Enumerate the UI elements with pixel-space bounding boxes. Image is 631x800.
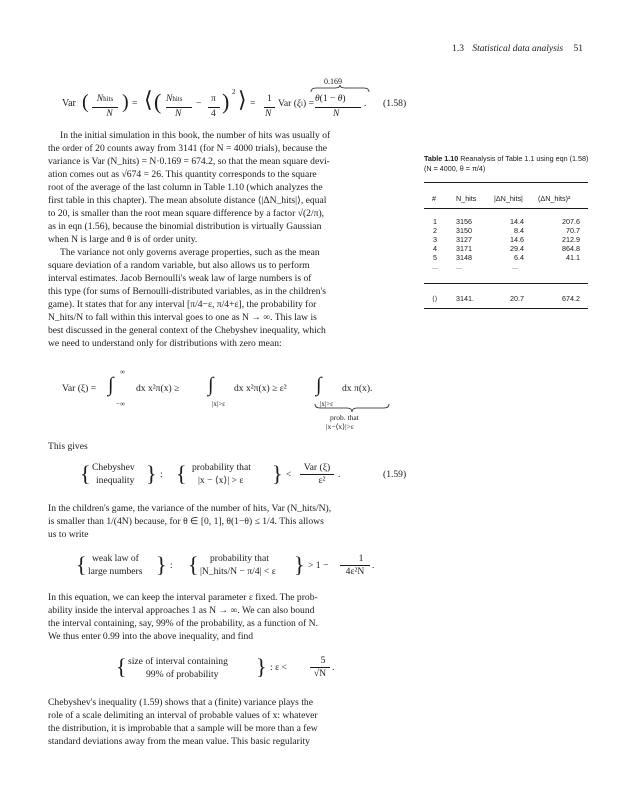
- prob-line-1: probability that: [210, 553, 269, 564]
- table-cell: 6.4: [514, 253, 524, 262]
- text-line: best discussed in the general context of the Chebyshev inequality, which: [48, 325, 326, 336]
- rhs-num: Var (ξ): [303, 462, 331, 473]
- overbrace: [310, 85, 370, 93]
- cheb-line-1: Chebyshev: [92, 462, 135, 473]
- table-cell: 14.6: [510, 235, 524, 244]
- brace-close: }: [294, 552, 305, 577]
- text-line: as in eqn (1.56), because the binomial distribution is virtually Gaussian: [48, 221, 322, 232]
- rhs-num: 5: [320, 655, 326, 666]
- section-title: Statistical data analysis: [472, 44, 564, 54]
- underbrace-label-2: |x−⟨x⟩|>ε: [326, 422, 354, 431]
- prob-line-1: probability that: [192, 462, 251, 473]
- text-line: In the children's game, the variance of the number of hits, Var (N_hits/N),: [48, 503, 332, 514]
- table-cell: 207.6: [562, 217, 580, 226]
- interval-line-1: size of interval containing: [128, 656, 228, 667]
- table-bottom-rule: [424, 308, 588, 309]
- region-limit: |x|>ε: [212, 400, 226, 408]
- text-line: the distribution, it is improbable that a sample will be more than a few: [48, 723, 318, 734]
- region-limit: |x|>ε: [320, 400, 334, 408]
- eq-part1: dx x²π(x) ≥: [136, 383, 180, 394]
- table-cell: 5: [433, 253, 437, 262]
- eq-square: 2: [232, 88, 236, 96]
- lower-limit: −∞: [116, 400, 125, 408]
- brace-open: {: [80, 461, 91, 486]
- rhs-fraction: [310, 655, 330, 680]
- table-header-cell: #: [432, 194, 436, 203]
- eq-paren-open-2: (: [154, 89, 162, 114]
- text-line: square deviation of a random variable, but also allows us to perform: [48, 260, 310, 271]
- interval-line-2: 99% of probability: [146, 669, 219, 680]
- table-cell: ...: [432, 262, 438, 271]
- table-cell: 3141.: [456, 294, 474, 303]
- eq-number-1-59: (1.59): [383, 469, 407, 480]
- eq-period: .: [372, 560, 375, 571]
- upper-limit: ∞: [120, 368, 125, 376]
- table-cell: 3127: [456, 235, 472, 244]
- table-cell: 864.8: [562, 244, 580, 253]
- eq-frac-nhits: Nhits N: [92, 93, 118, 120]
- brace-close: }: [272, 461, 283, 486]
- rhs-den: √N: [313, 667, 327, 679]
- eq-paren-close-2: ): [222, 89, 230, 114]
- text-line: first table in this chapter). The mean absolute distance ⟨|ΔN_hits|⟩, equal: [48, 195, 327, 206]
- table-cell: ...: [512, 262, 518, 271]
- this-gives: This gives: [48, 441, 88, 452]
- text-line: standard deviations away from the mean value. This basic regularity: [48, 736, 310, 747]
- integral-sign: ∫: [316, 374, 322, 396]
- brace-close: }: [156, 552, 167, 577]
- table-cell: 3148: [456, 253, 472, 262]
- eq-var-label: Var: [62, 98, 76, 109]
- text-line: In the initial simulation in this book, the number of hits was usually of: [60, 130, 331, 141]
- table-cell: 2: [433, 226, 437, 235]
- table-cell: 20.7: [510, 294, 524, 303]
- eq-var-xi: Var (ξi) =: [278, 98, 314, 109]
- eq-paren-close: ): [122, 91, 129, 113]
- table-cell: 70.7: [566, 226, 580, 235]
- underbrace: [314, 404, 390, 412]
- cheb-line-2: inequality: [96, 475, 135, 486]
- less-than: <: [286, 469, 292, 480]
- text-line: the order of 20 counts away from 3141 (for N = 4000 trials), because the: [48, 143, 328, 154]
- table-cell: 1: [433, 217, 437, 226]
- table-cell: 14.4: [510, 217, 524, 226]
- rhs-den: 4ε²N: [345, 565, 365, 577]
- eq-paren-open: (: [82, 91, 89, 113]
- table-top-rule: [424, 182, 588, 183]
- table-cell: 29.4: [510, 244, 524, 253]
- table-mid-rule: [424, 283, 588, 284]
- eq-frac-pi4: π 4: [208, 93, 220, 120]
- text-line: The variance not only governs average properties, such as the mean: [60, 247, 320, 258]
- eq-frac-theta: θ(1 − θ) N: [315, 93, 361, 120]
- table-header-cell: |ΔN_hits|: [494, 194, 523, 203]
- text-line: In this equation, we can keep the interval parameter ε fixed. The prob-: [48, 592, 318, 603]
- eq-angle-close: ⟩: [238, 87, 247, 112]
- table-caption: [424, 154, 590, 173]
- underbrace-label-1: prob. that: [330, 413, 359, 422]
- table-cell: 41.1: [566, 253, 580, 262]
- text-line: interval estimates. Jacob Bernoulli's weak law of large numbers is of: [48, 273, 312, 284]
- rhs-prefix: > 1 −: [308, 560, 329, 571]
- prob-line-2: |x − ⟨x⟩| > ε: [198, 475, 244, 486]
- text-line: N_hits/N to fall within this interval goes to one as N → ∞. This law is: [48, 312, 317, 323]
- text-line: role of a scale delimiting an interval of probable values of x: whatever: [48, 710, 318, 721]
- prob-line-2: |N_hits/N − π/4| < ε: [200, 566, 276, 577]
- colon: :: [160, 469, 163, 480]
- table-caption-text: Reanalysis of Table 1.1 using eqn (1.58) (N = 4000, θ = π/4): [424, 154, 589, 173]
- eq-period: .: [364, 98, 367, 109]
- weak-line-1: weak law of: [92, 553, 139, 564]
- table-caption-label: Table 1.10: [424, 154, 459, 163]
- table-header-cell: N_hits: [456, 194, 477, 203]
- brace-open: {: [188, 552, 199, 577]
- text-line: variance is Var (N_hits) = N·0.169 = 674.2, so that the mean square devi-: [48, 156, 330, 167]
- eq-equals-1: =: [132, 98, 138, 109]
- text-line: to 20, is smaller than the root mean square difference by a factor √(2/π),: [48, 208, 325, 219]
- text-line: the interval containing, say, 99% of the probability, as a function of N.: [48, 618, 318, 629]
- text-line: we need to understand only for distributions with zero mean:: [48, 338, 282, 349]
- colon: :: [170, 560, 173, 571]
- eq-minus: −: [196, 98, 202, 109]
- table-cell: ...: [456, 262, 462, 271]
- overbrace-label: 0.169: [324, 77, 342, 86]
- running-header: [452, 44, 583, 54]
- table-cell: 3156: [456, 217, 472, 226]
- eq-part3: dx π(x).: [342, 383, 373, 394]
- text-line: this type (for sums of Bernoulli-distributed variables, as in the children's: [48, 286, 327, 297]
- text-line: when N is large and θ is of order unity.: [48, 234, 198, 245]
- brace-open: {: [176, 461, 187, 486]
- weak-line-2: large numbers: [88, 566, 143, 577]
- integral-sign: ∫: [208, 374, 214, 396]
- eq-period: .: [338, 469, 341, 480]
- table-header-rule: [424, 208, 588, 209]
- text-line: ability inside the interval approaches 1 as N → ∞. We can also bound: [48, 605, 315, 616]
- eq-lhs: Var (ξ) =: [62, 383, 97, 394]
- table-cell: ⟨⟩: [432, 294, 438, 303]
- eq-part2: dx x²π(x) ≥ ε²: [234, 383, 287, 394]
- table-cell: 3: [433, 235, 437, 244]
- table-cell: 4: [433, 244, 437, 253]
- section-number: 1.3: [452, 44, 464, 54]
- brace-close: }: [146, 461, 157, 486]
- eq-frac-1N: 1 N: [264, 93, 275, 120]
- rhs-den: ε²: [318, 474, 326, 486]
- text-line: ation comes out as √674 = 26. This quantity corresponds to the square: [48, 169, 317, 180]
- text-line: us to write: [48, 529, 89, 540]
- table-cell: 8.4: [514, 226, 524, 235]
- text-line: is smaller than 1/(4N) because, for θ ∈ [0, 1], θ(1−θ) ≤ 1/4. This allows: [48, 516, 324, 527]
- text-line: game). It states that for any interval [π/4−ε, π/4+ε], the probability for: [48, 299, 317, 310]
- page-number: 51: [573, 44, 583, 54]
- brace-open: {: [116, 654, 127, 679]
- eq-frac-nhits-2: Nhits N: [166, 93, 192, 120]
- text-line: We thus enter 0.99 into the above inequality, and find: [48, 631, 254, 642]
- text-line: Chebyshev's inequality (1.59) shows that a (finite) variance plays the: [48, 697, 313, 708]
- integral-sign: ∫: [108, 374, 114, 396]
- brace-close: }: [256, 654, 267, 679]
- eq-number-1-58: (1.58): [383, 98, 407, 109]
- eq-period: .: [332, 662, 335, 673]
- rhs-prefix: : ε <: [270, 662, 287, 673]
- text-line: root of the average of the last column in Table 1.10 (which analyzes the: [48, 182, 323, 193]
- table-cell: 3150: [456, 226, 472, 235]
- table-cell: 674.2: [562, 294, 580, 303]
- eq-equals-2: =: [250, 98, 256, 109]
- rhs-fraction: [340, 553, 370, 578]
- rhs-num: 1: [358, 553, 364, 564]
- rhs-fraction: [300, 462, 334, 487]
- eq-angle-open: ⟨: [144, 87, 153, 112]
- table-cell: 212.9: [562, 235, 580, 244]
- brace-open: {: [76, 552, 87, 577]
- table-cell: 3171: [456, 244, 472, 253]
- table-header-cell: (ΔN_hits)²: [538, 194, 571, 203]
